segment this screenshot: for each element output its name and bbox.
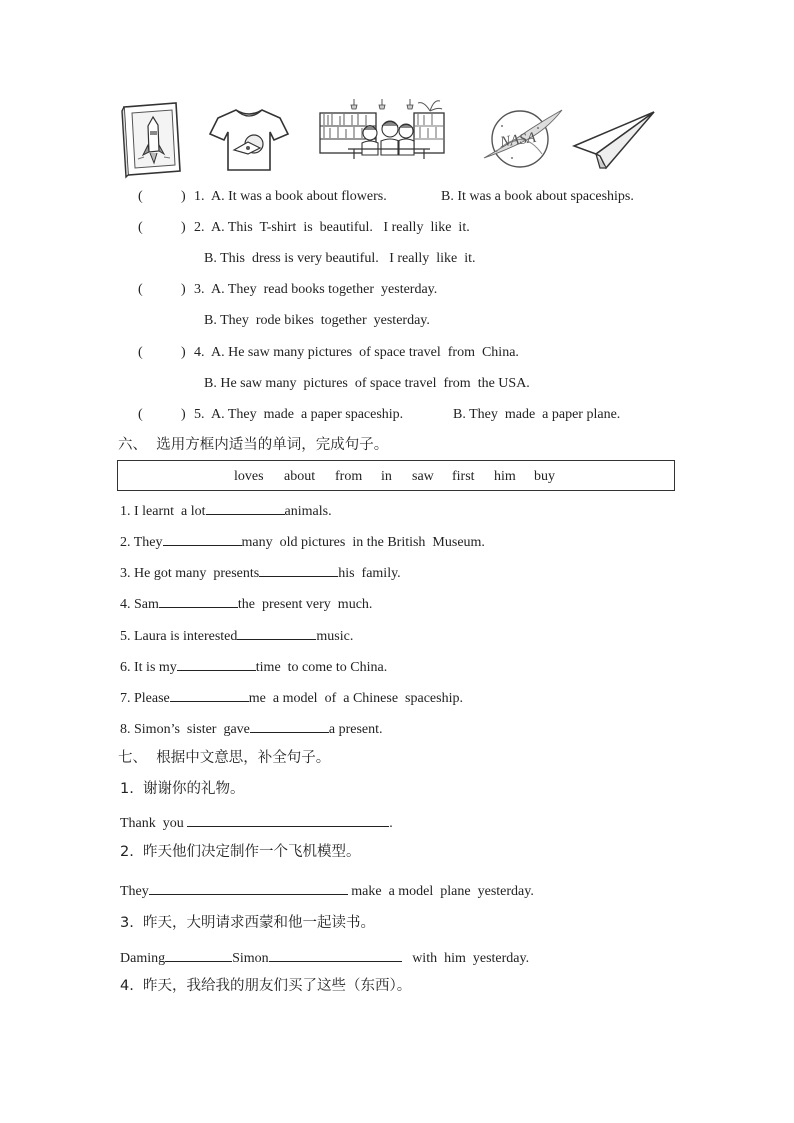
sentence-text: 4. Sam <box>120 597 159 612</box>
answer-blank[interactable] <box>206 501 285 515</box>
answer-blank[interactable] <box>170 688 249 702</box>
answer-blank[interactable] <box>149 881 348 895</box>
sentence-text: animals. <box>284 504 332 519</box>
book-rocket-image <box>120 101 184 177</box>
answer-blank[interactable] <box>259 563 338 577</box>
sentence-4 <box>120 594 372 614</box>
translation-answer-2 <box>120 881 534 901</box>
option-b: B. He saw many pictures of space travel from the USA. <box>204 376 530 391</box>
sentence-text: 1. I learnt a lot <box>120 504 206 519</box>
answer-paren-open[interactable]: ( <box>138 407 143 422</box>
option-a: A. They made a paper spaceship. <box>211 407 404 422</box>
sentence-text: the present very much. <box>237 597 373 612</box>
library-reading-image <box>318 97 446 161</box>
answer-blank[interactable] <box>250 719 329 733</box>
sentence-text: time to come to China. <box>255 660 388 675</box>
answer-blank[interactable] <box>269 948 402 962</box>
answer-blank[interactable] <box>159 594 238 608</box>
word-bank-item: from <box>335 469 363 484</box>
sentence-text: 6. It is my <box>120 660 177 675</box>
answer-paren-open[interactable]: ( <box>138 189 143 204</box>
word-bank-item: him <box>494 469 516 484</box>
sentence-text: make a model plane yesterday. <box>347 884 534 899</box>
sentence-5 <box>120 626 353 646</box>
sentence-text: Simon <box>232 951 269 966</box>
answer-paren-close: ) <box>181 220 186 235</box>
option-a: A. They read books together yesterday. <box>211 282 438 297</box>
sentence-text: music. <box>316 629 354 644</box>
tshirt-image <box>208 106 290 174</box>
sentence-text: his family. <box>338 566 401 581</box>
answer-blank[interactable] <box>177 657 256 671</box>
question-number: 2. <box>194 220 205 235</box>
translation-prompt-1: 1. 谢谢你的礼物。 <box>120 781 245 797</box>
nasa-logo-image <box>482 108 564 170</box>
sentence-text: 7. Please <box>120 691 170 706</box>
option-b: B. It was a book about spaceships. <box>441 189 634 204</box>
option-b: B. They rode bikes together yesterday. <box>204 313 430 328</box>
sentence-1 <box>120 501 332 521</box>
word-bank-item: loves <box>234 469 264 484</box>
answer-paren-close: ) <box>181 282 186 297</box>
word-bank-item: first <box>452 469 475 484</box>
question-number: 4. <box>194 345 205 360</box>
option-b: B. This dress is very beautiful. I really like it. <box>204 251 476 266</box>
paper-plane-image <box>572 110 656 170</box>
sentence-text: with him yesterday. <box>401 951 530 966</box>
word-bank-item: about <box>284 469 316 484</box>
answer-paren-open[interactable]: ( <box>138 220 143 235</box>
option-a: A. He saw many pictures of space travel from China. <box>211 345 519 360</box>
sentence-3 <box>120 563 401 583</box>
word-bank-item: buy <box>534 469 555 484</box>
question-number: 1. <box>194 189 205 204</box>
sentence-text: 5. Laura is interested <box>120 629 238 644</box>
sentence-2 <box>120 532 485 552</box>
sentence-text: 8. Simon’s sister gave <box>120 722 250 737</box>
question-number: 5. <box>194 407 205 422</box>
answer-paren-close: ) <box>181 189 186 204</box>
translation-prompt-3: 3. 昨天，大明请求西蒙和他一起读书。 <box>120 915 376 931</box>
translation-prompt-4: 4. 昨天，我给我的朋友们买了这些（东西）。 <box>120 978 412 994</box>
sentence-text: They <box>120 884 149 899</box>
section-6-title: 六、 选用方框内适当的单词，完成句子。 <box>118 437 389 453</box>
option-a: A. This T-shirt is beautiful. I really like it. <box>211 220 470 235</box>
answer-paren-open[interactable]: ( <box>138 282 143 297</box>
option-a: A. It was a book about flowers. <box>211 189 387 204</box>
translation-answer-1 <box>120 813 393 833</box>
nasa-logo-text: NASA <box>499 129 537 151</box>
option-b: B. They made a paper plane. <box>453 407 621 422</box>
answer-paren-close: ) <box>181 407 186 422</box>
sentence-text: Daming <box>120 951 166 966</box>
answer-blank[interactable] <box>163 532 242 546</box>
section-7-title: 七、 根据中文意思，补全句子。 <box>118 750 331 766</box>
answer-paren-close: ) <box>181 345 186 360</box>
word-bank-box <box>117 460 675 491</box>
translation-answer-3 <box>120 948 529 968</box>
answer-paren-open[interactable]: ( <box>138 345 143 360</box>
word-bank-item: saw <box>412 469 434 484</box>
sentence-7 <box>120 688 463 708</box>
sentence-text: a present. <box>328 722 383 737</box>
sentence-text: 2. They <box>120 535 163 550</box>
sentence-text: Thank you <box>120 816 188 831</box>
sentence-6 <box>120 657 387 677</box>
sentence-text: . <box>389 816 393 831</box>
sentence-8 <box>120 719 383 739</box>
sentence-text: 3. He got many presents <box>120 566 260 581</box>
answer-blank[interactable] <box>237 626 316 640</box>
sentence-text: me a model of a Chinese spaceship. <box>248 691 463 706</box>
translation-prompt-2: 2. 昨天他们决定制作一个飞机模型。 <box>120 844 361 860</box>
word-bank-item: in <box>381 469 392 484</box>
question-number: 3. <box>194 282 205 297</box>
answer-blank[interactable] <box>165 948 232 962</box>
answer-blank[interactable] <box>187 813 389 827</box>
sentence-text: many old pictures in the British Museum. <box>241 535 485 550</box>
